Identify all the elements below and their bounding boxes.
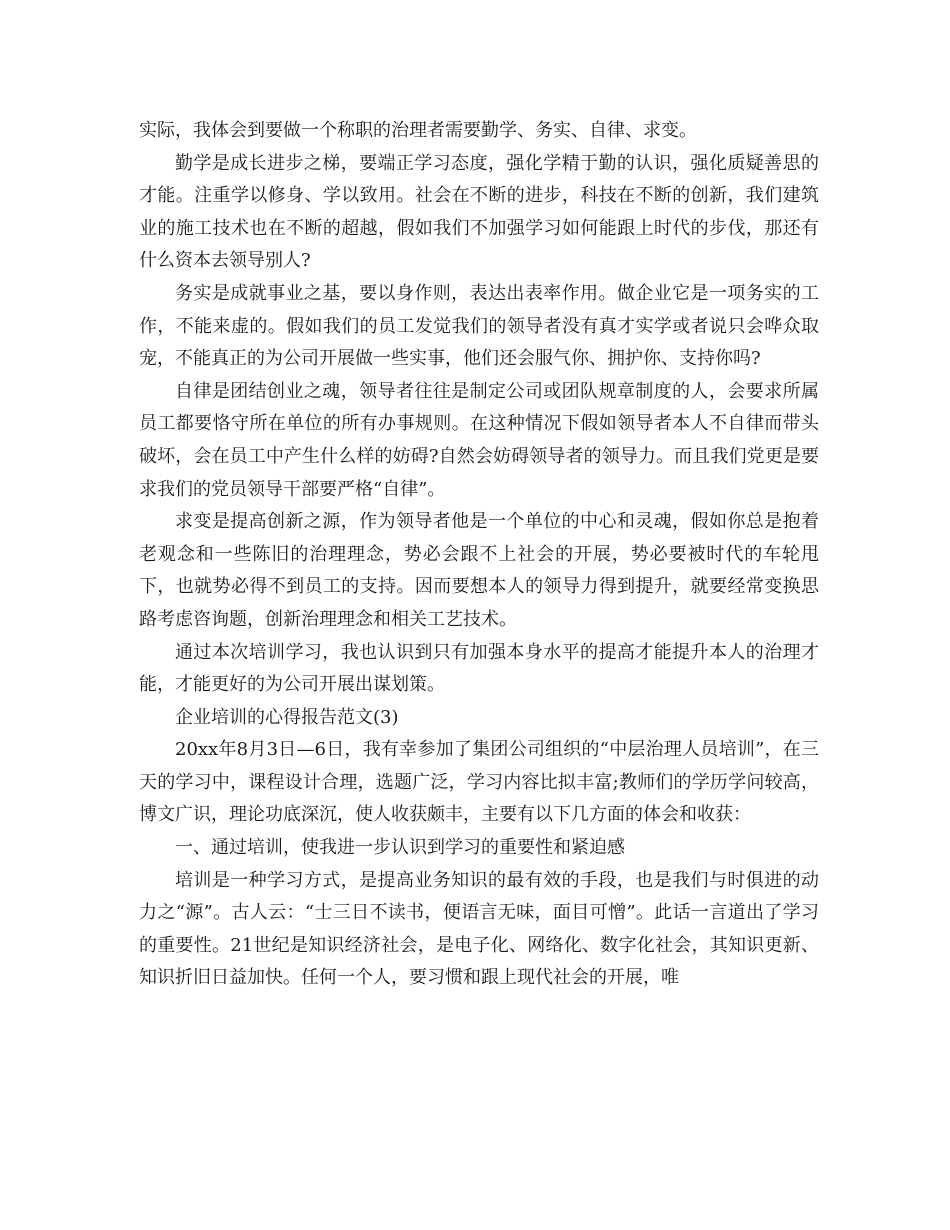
paragraph-2: 勤学是成长进步之梯，要端正学习态度，强化学精于勤的认识，强化质疑善思的才能。注重学以修身、学以致用。社会在不断的进步，科技在不断的创新，我们建筑业的施工技术也在不断的超越，假如我们不加强学习如何能跟上时代的步伐，那还有什么资本去领导别人? [139, 152, 819, 272]
paragraph-7: 20xx年8月3日—6日，我有幸参加了集团公司组织的“中层治理人员培训”，在三天的学习中，课程设计合理，选题广泛，学习内容比拟丰富;教师们的学历学问较高，博文广识，理论功底深沉，使人收获颇丰，主要有以下几方面的体会和收获： [139, 739, 819, 826]
paragraph-6: 通过本次培训学习，我也认识到只有加强本身水平的提高才能提升本人的治理才能，才能更好的为公司开展出谋划策。 [139, 641, 819, 696]
subsection-heading: 一、通过培训，使我进一步认识到学习的重要性和紧迫感 [175, 837, 625, 859]
document-body [139, 115, 819, 995]
paragraph-1: 实际，我体会到要做一个称职的治理者需要勤学、务实、自律、求变。 [139, 120, 697, 141]
section-title: 企业培训的心得报告范文(3) [175, 706, 399, 728]
paragraph-8: 培训是一种学习方式，是提高业务知识的最有效的手段，也是我们与时俱进的动力之“源”。古人云：“士三日不读书，便语言无味，面目可憎”。此话一言道出了学习的重要性。21世纪是知识经济社会，是电子化、网络化、数字化社会，其知识更新、知识折旧日益加快。任何一个人，要习惯和跟上现代社会的开展，唯 [139, 869, 819, 989]
paragraph-4: 自律是团结创业之魂，领导者往往是制定公司或团队规章制度的人，会要求所属员工都要恪守所在单位的所有办事规则。在这种情况下假如领导者本人不自律而带头破坏，会在员工中产生什么样的妨碍?自然会妨碍领导者的领导力。而且我们党更是要求我们的党员领导干部要严格“自律”。 [139, 380, 819, 500]
paragraph-3: 务实是成就事业之基，要以身作则，表达出表率作用。做企业它是一项务实的工作，不能来虚的。假如我们的员工发觉我们的领导者没有真才实学或者说只会哗众取宠，不能真正的为公司开展做一些实事，他们还会服气你、拥护你、支持你吗? [139, 282, 819, 370]
paragraph-5: 求变是提高创新之源，作为领导者他是一个单位的中心和灵魂，假如你总是抱着老观念和一些陈旧的治理理念，势必会跟不上社会的开展，势必要被时代的车轮甩下，也就势必得不到员工的支持。因而要想本人的领导力得到提升，就要经常变换思路考虑咨询题，创新治理理念和相关工艺技术。 [139, 511, 819, 630]
